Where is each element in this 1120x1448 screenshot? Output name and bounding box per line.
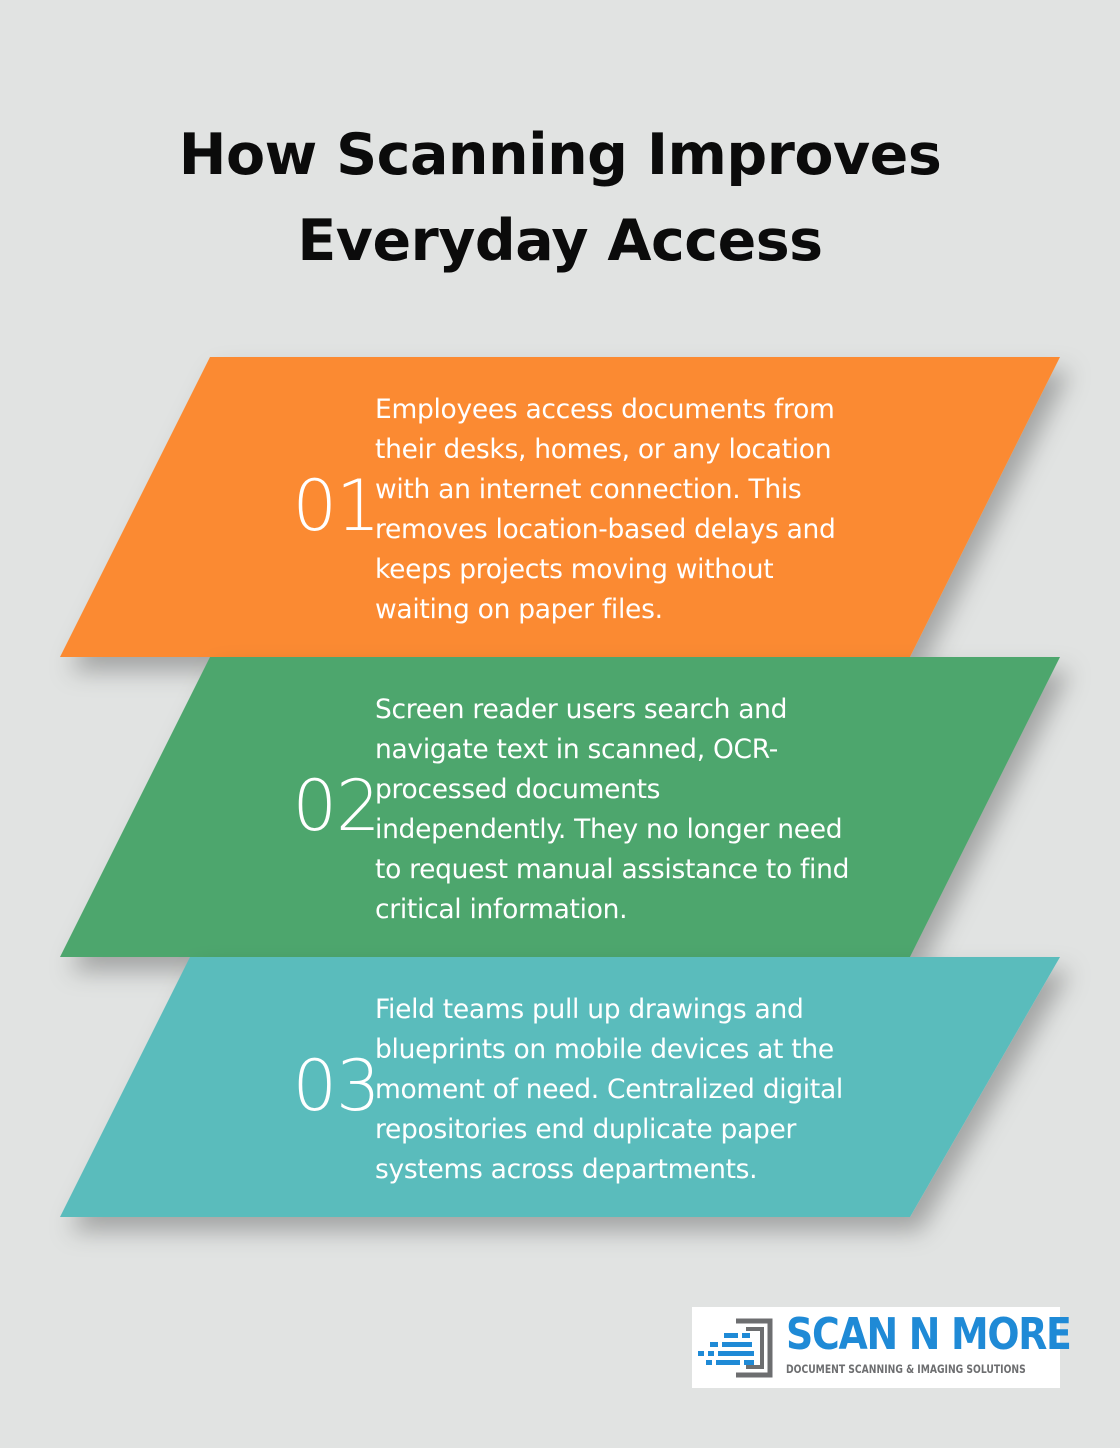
text-line: critical information.: [375, 894, 628, 925]
text-line: Field teams pull up drawings and: [375, 994, 804, 1025]
text-line: processed documents: [375, 774, 661, 805]
text-line: their desks, homes, or any location: [375, 434, 832, 465]
text-line: to request manual assistance to find: [375, 854, 850, 885]
text-line: Employees access documents from: [375, 394, 835, 425]
text-line: waiting on paper files.: [375, 594, 663, 625]
title-line-1: How Scanning Improves: [178, 122, 942, 188]
scanner-logo-icon: [696, 1317, 776, 1379]
text-line: blueprints on mobile devices at the: [375, 1034, 834, 1065]
text-line: moment of need. Centralized digital: [375, 1074, 843, 1105]
step-description: [375, 390, 905, 630]
step-description: [375, 690, 905, 930]
text-line: independently. They no longer need: [375, 814, 843, 845]
text-line: systems across departments.: [375, 1154, 758, 1185]
text-line: repositories end duplicate paper: [375, 1114, 797, 1145]
text-line: Screen reader users search and: [375, 694, 788, 725]
logo-brand-name: SCAN N MORE: [786, 1309, 1071, 1360]
text-line: keeps projects moving without: [375, 554, 774, 585]
step-band-01: [60, 357, 1060, 657]
title-line-2: Everyday Access: [297, 208, 823, 274]
brand-logo: [692, 1307, 1071, 1388]
step-band-02: [60, 657, 1060, 957]
step-description: [375, 990, 905, 1190]
text-line: removes location-based delays and: [375, 514, 836, 545]
step-number: 01: [292, 465, 380, 547]
logo-tagline: DOCUMENT SCANNING & IMAGING SOLUTIONS: [786, 1362, 1026, 1376]
page-title: [0, 112, 1120, 284]
step-number: 02: [292, 765, 380, 847]
text-line: navigate text in scanned, OCR-: [375, 734, 779, 765]
text-line: with an internet connection. This: [375, 474, 802, 505]
step-number: 03: [292, 1045, 380, 1127]
step-band-03: [60, 957, 1060, 1217]
